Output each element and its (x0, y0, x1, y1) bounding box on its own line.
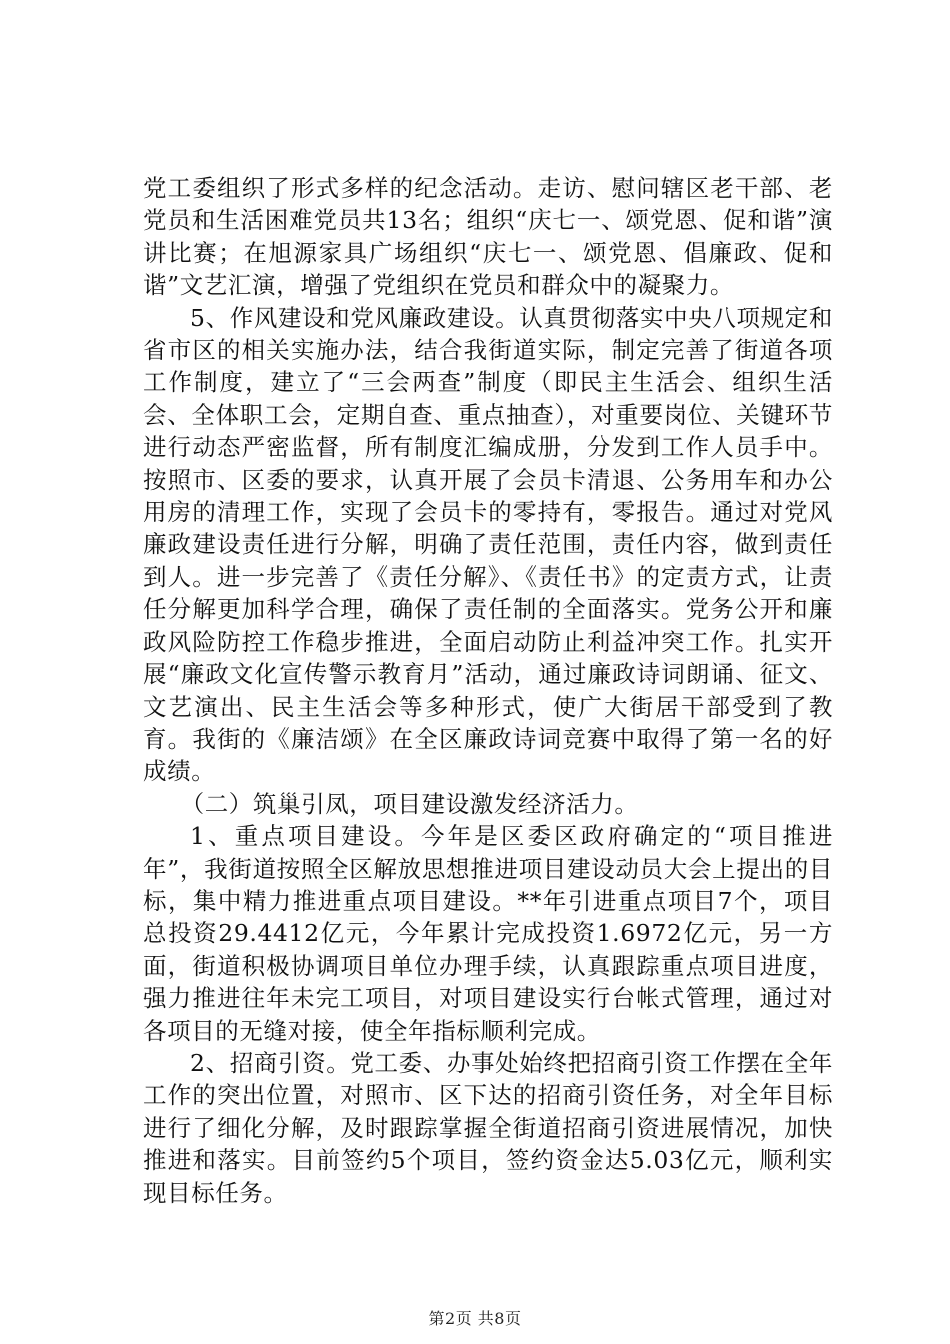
paragraph-key-projects: 1、重点项目建设。今年是区委区政府确定的“项目推进年”，我街道按照全区解放思想推进项目建设动员大会上提出的目标，集中精力推进重点项目建设。**年引进重点项目7个，项目总投资29.4412亿元，今年累计完成投资1.6972亿元，另一方面，街道积极协调项目单位办理手续，认真跟踪重点项目进度，强力推进往年未完工项目，对项目建设实行台帐式管理，通过对各项目的无缝对接，使全年指标顺利完成。 (143, 822, 833, 1045)
page-number-footer: 第2页 共8页 (428, 1309, 522, 1328)
paragraph-work-style-integrity: 5、作风建设和党风廉政建设。认真贯彻落实中央八项规定和省市区的相关实施办法，结合我街道实际，制定完善了街道各项工作制度，建立了“三会两查”制度（即民主生活会、组织生活会、全体职工会，定期自查、重点抽查），对重要岗位、关键环节进行动态严密监督，所有制度汇编成册，分发到工作人员手中。按照市、区委的要求，认真开展了会员卡清退、公务用车和办公用房的清理工作，实现了会员卡的零持有，零报告。通过对党风廉政建设责任进行分解，明确了责任范围，责任内容，做到责任到人。进一步完善了《责任分解》、《责任书》的定责方式，让责任分解更加科学合理，确保了责任制的全面落实。党务公开和廉政风险防控工作稳步推进，全面启动防止利益冲突工作。扎实开展“廉政文化宣传警示教育月”活动，通过廉政诗词朗诵、征文、文艺演出、民主生活会等多种形式，使广大街居干部受到了教育。我街的《廉洁颂》在全区廉政诗词竞赛中取得了第一名的好成绩。 (143, 303, 833, 786)
document-body (143, 172, 833, 1209)
paragraph-commemoration-activities: 党工委组织了形式多样的纪念活动。走访、慰问辖区老干部、老党员和生活困难党员共13名；组织“庆七一、颂党恩、促和谐”演讲比赛；在旭源家具广场组织“庆七一、颂党恩、倡廉政、促和谐”文艺汇演，增强了党组织在党员和群众中的凝聚力。 (143, 174, 833, 300)
paragraph-investment-attraction: 2、招商引资。党工委、办事处始终把招商引资工作摆在全年工作的突出位置，对照市、区下达的招商引资任务，对全年目标进行了细化分解，及时跟踪掌握全街道招商引资进展情况，加快推进和落实。目前签约5个项目，签约资金达5.03亿元，顺利实现目标任务。 (143, 1048, 833, 1207)
section-heading-project-construction: （二）筑巢引凤，项目建设激发经济活力。 (180, 789, 639, 818)
